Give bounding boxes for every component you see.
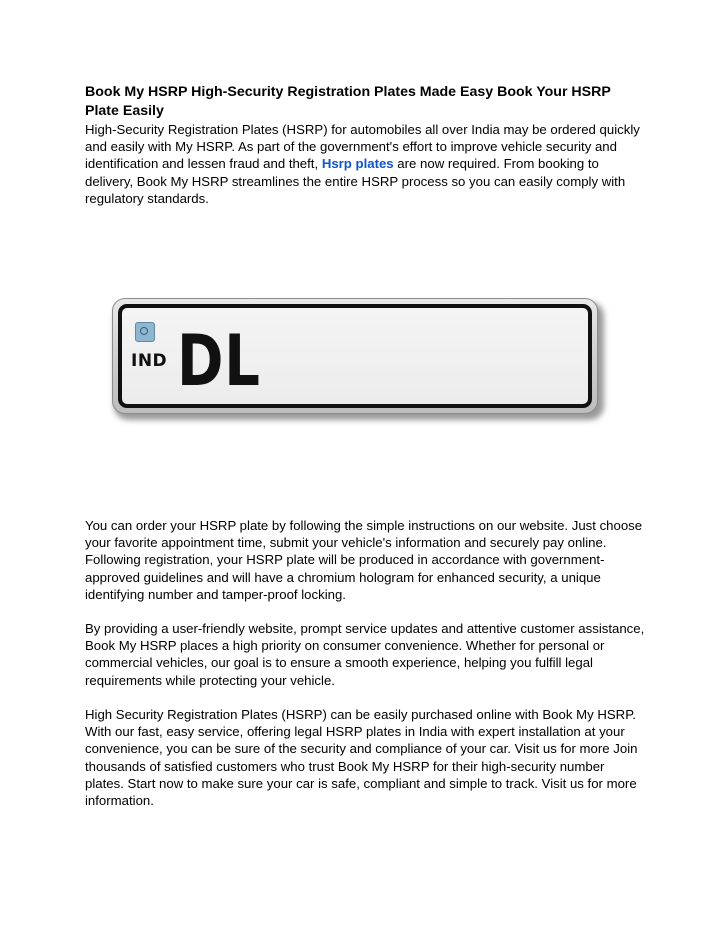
plate-face	[118, 304, 592, 408]
intro-text-before-link: High-Security Registration Plates (HSRP) for automobiles all over India may be ordered quickly and easily with My HSRP. As part of the government's effort to improve vehicle security and identification and lessen fraud and theft,	[85, 122, 640, 172]
intro-paragraph	[85, 121, 645, 207]
document-title: Book My HSRP High-Security Registration Plates Made Easy Book Your HSRP Plate Easily	[85, 84, 611, 119]
body-paragraph-ordering: You can order your HSRP plate by following the simple instructions on our website. Just choose your favorite appointment time, submit your vehicle's information and securely pay online. Following registration, your HSRP plate will be produced in accordance with government-approved guidelines and will have a chromium hologram for enhanced security, a unique identifying number and tamper-proof locking.	[85, 518, 643, 602]
body-paragraph-convenience: By providing a user-friendly website, prompt service updates and attentive customer assistance, Book My HSRP places a high priority on consumer convenience. Whether for personal or commercial vehicles, our goal is to ensure a smooth experience, helping you fulfill legal requirements while protecting your vehicle.	[85, 621, 645, 688]
document-header	[85, 83, 645, 207]
hologram-icon	[135, 322, 155, 342]
hsrp-plates-link[interactable]: Hsrp plates	[321, 156, 394, 172]
intro-text-after-link: are now required. From booking to delivery, Book My HSRP streamlines the entire HSRP process so you can easily comply with regulatory standards.	[85, 156, 626, 206]
plate-number: DL	[177, 320, 261, 402]
license-plate-image	[112, 298, 606, 423]
plate-frame	[112, 298, 598, 414]
body-paragraph-purchase: High Security Registration Plates (HSRP) can be easily purchased online with Book My HSRP. With our fast, easy service, offering legal HSRP plates in India with expert installation at your convenience, you can be sure of the security and compliance of your car. Visit us for more Join thousands of satisfied customers who trust Book My HSRP for their high-security number plates. Start now to make sure your car is safe, compliant and simple to track. Visit us for more information.	[85, 707, 638, 809]
plate-country-code: IND	[131, 351, 168, 371]
